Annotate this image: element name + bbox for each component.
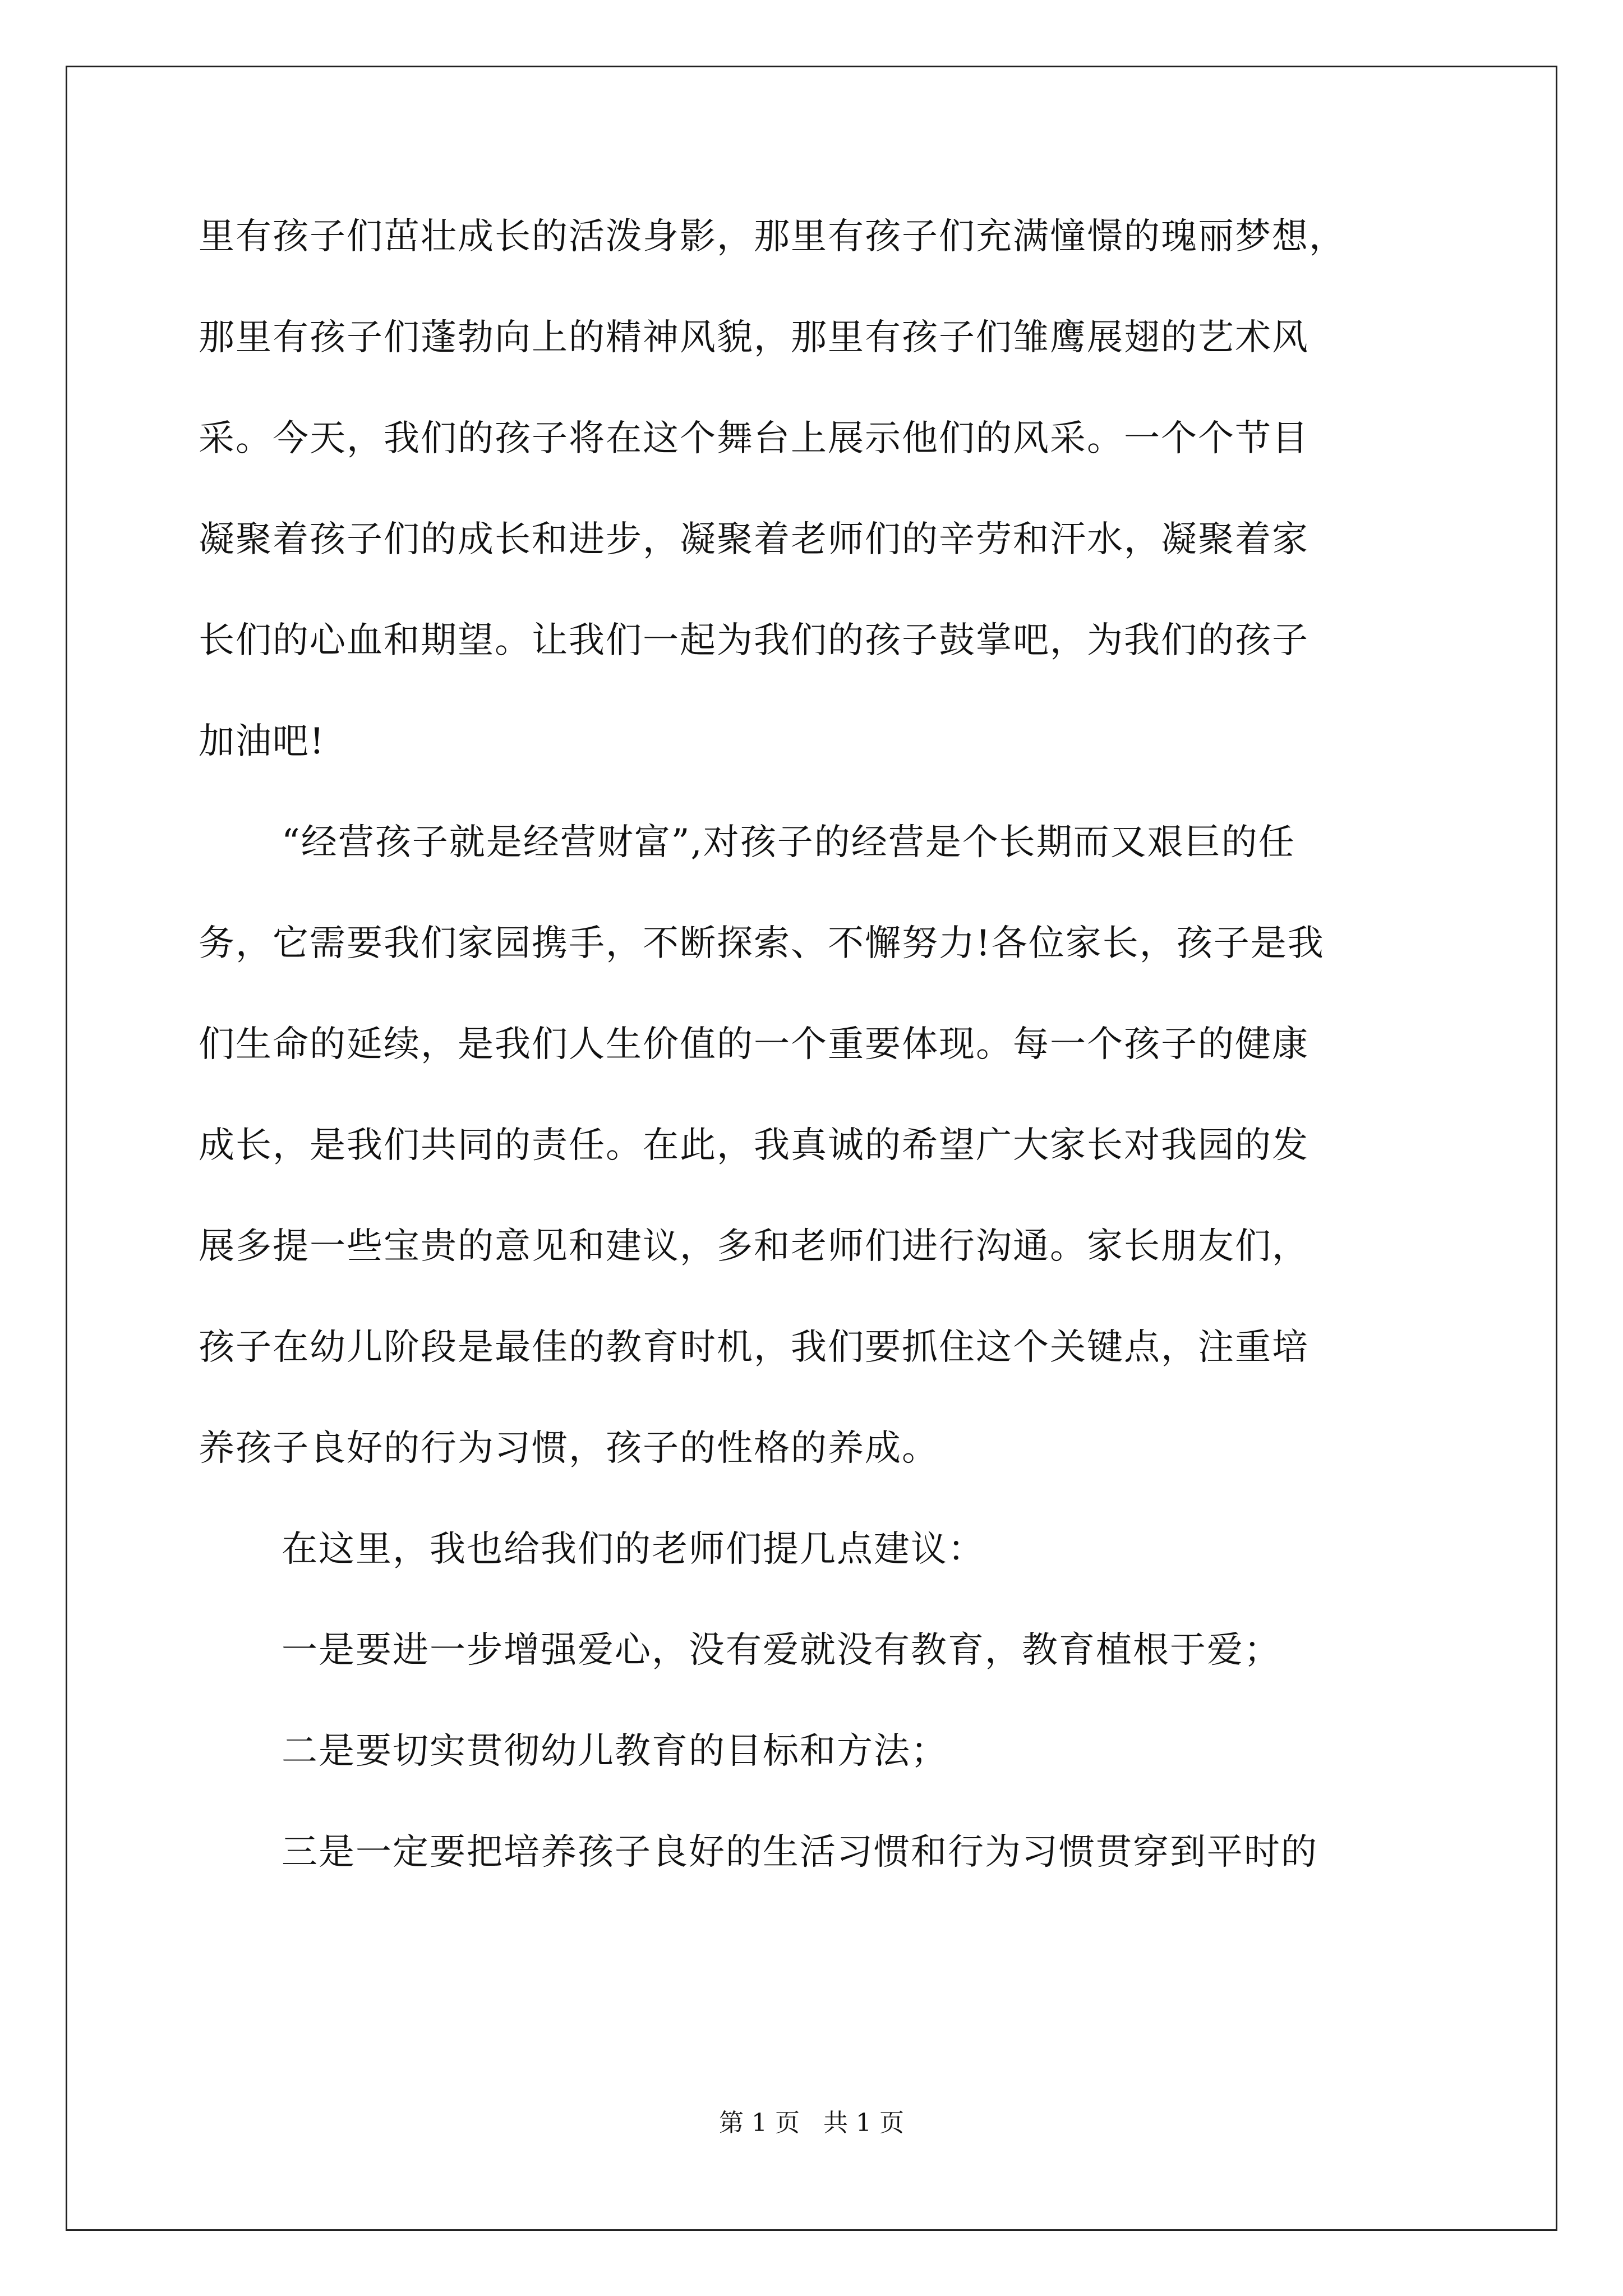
page-footer: 第 1 页 共 1 页 xyxy=(719,2109,904,2137)
text-line: 成长，是我们共同的责任。在此，我真诚的希望广大家长对我园的发 xyxy=(199,1125,1309,1166)
text-line: 养孩子良好的行为习惯，孩子的性格的养成。 xyxy=(199,1428,939,1469)
text-line: 孩子在幼儿阶段是最佳的教育时机，我们要抓住这个关键点，注重培 xyxy=(199,1327,1309,1368)
text-line: 采。今天，我们的孩子将在这个舞台上展示他们的风采。一个个节目 xyxy=(199,418,1309,459)
text-line: 里有孩子们茁壮成长的活泼身影，那里有孩子们充满憧憬的瑰丽梦想， xyxy=(199,216,1346,257)
text-line: 在这里，我也给我们的老师们提几点建议： xyxy=(282,1529,985,1570)
text-line: “经营孩子就是经营财富”,对孩子的经营是个长期而又艰巨的任 xyxy=(282,822,1295,863)
text-line: 们生命的延续，是我们人生价值的一个重要体现。每一个孩子的健康 xyxy=(199,1024,1309,1065)
text-line: 加油吧! xyxy=(199,721,325,762)
text-line: 展多提一些宝贵的意见和建议，多和老师们进行沟通。家长朋友们， xyxy=(199,1226,1309,1267)
text-line: 一是要进一步增强爱心，没有爱就没有教育，教育植根于爱； xyxy=(282,1630,1281,1671)
text-line: 凝聚着孩子们的成长和进步，凝聚着老师们的辛劳和汗水，凝聚着家 xyxy=(199,519,1309,560)
text-line: 二是要切实贯彻幼儿教育的目标和方法； xyxy=(282,1731,948,1772)
text-line: 三是一定要把培养孩子良好的生活习惯和行为习惯贯穿到平时的 xyxy=(282,1832,1318,1873)
text-line: 务，它需要我们家园携手，不断探索、不懈努力!各位家长，孩子是我 xyxy=(199,923,1325,964)
text-line: 长们的心血和期望。让我们一起为我们的孩子鼓掌吧，为我们的孩子 xyxy=(199,620,1309,661)
document-body xyxy=(199,202,1432,1918)
text-line: 那里有孩子们蓬勃向上的精神风貌，那里有孩子们雏鹰展翅的艺术风 xyxy=(199,317,1309,358)
